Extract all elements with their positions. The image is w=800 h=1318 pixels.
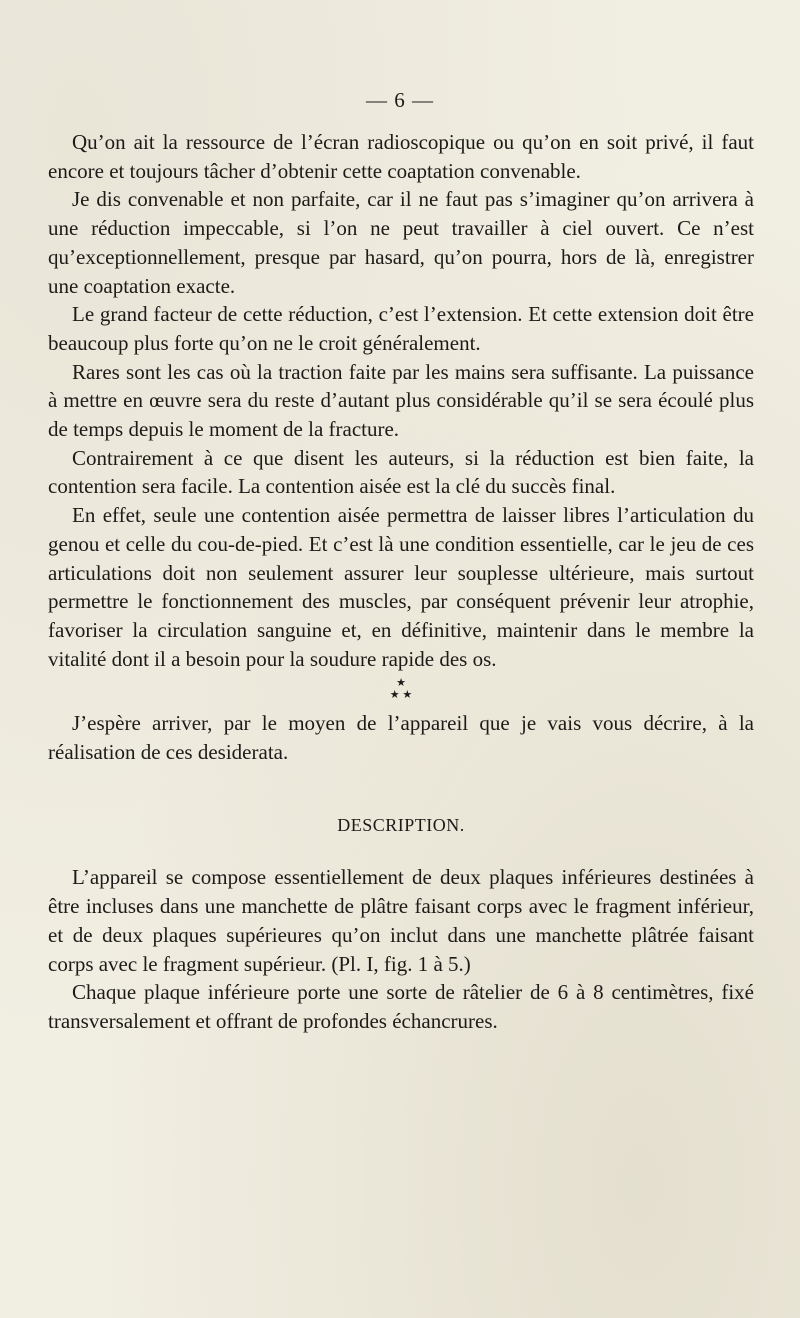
- paragraph-appareil: L’appareil se compose essentiellement de deux plaques inférieures destinées à être incluses dans une manchette de plâtre faisant corps avec le fragment inférieur, et de deux plaques supérieures qu’on inclut dans une manchette plâtrée faisant corps avec le fragment supérieur. (Pl. I, fig. 1 à 5.): [48, 865, 754, 976]
- paragraph-contention: Contrairement à ce que disent les auteurs, si la réduction est bien faite, la contention sera facile. La contention aisée est la clé du succès final.: [48, 445, 754, 499]
- paragraph-extension: Le grand facteur de cette réduction, c’est l’extension. Et cette extension doit être beaucoup plus forte qu’on ne le croit généralement.: [48, 302, 754, 355]
- paragraph-plaque: Chaque plaque inférieure porte une sorte de râtelier de 6 à 8 centimètres, fixé transversalement et offrant de profondes échancrures.: [48, 980, 754, 1033]
- paragraph-coaptation: Qu’on ait la ressource de l’écran radioscopique ou qu’on en soit privé, il faut encore et toujours tâcher d’obtenir cette coaptation convenable.: [48, 130, 754, 183]
- section-heading-description: DESCRIPTION.: [337, 814, 465, 835]
- paragraph-traction: Rares sont les cas où la traction faite par les mains sera suffisante. La puissance à mettre en œuvre sera du reste d’autant plus considérable qu’il se sera écoulé plus de temps depuis le moment de la fracture.: [48, 359, 754, 442]
- body-text: [48, 128, 754, 1036]
- star-icon-top: ★: [396, 677, 406, 690]
- page-number: — 6 —: [366, 88, 434, 112]
- star-icon-pair: ★ ★: [389, 689, 413, 702]
- section-separator-stars: [48, 677, 754, 701]
- paragraph-desiderata: J’espère arriver, par le moyen de l’appareil que je vais vous décrire, à la réalisation de ces desiderata.: [48, 711, 754, 765]
- paragraph-convenable: Je dis convenable et non parfaite, car il ne faut pas s’imaginer qu’on arrivera à une réduction impeccable, si l’on ne peut travailler à ciel ouvert. Ce n’est qu’exceptionnellement, presque par hasard, qu’on pourra, hors de là, enregistrer une coaptation exacte.: [48, 187, 754, 298]
- paragraph-articulation: En effet, seule une contention aisée permettra de laisser libres l’articulation du genou et celle du cou-de-pied. Et c’est là une condition essentielle, car le jeu de ces articulations doit non seulement assurer leur souplesse ultérieure, mais surtout permettre le fonctionnement des muscles, par conséquent prévenir leur atrophie, favoriser la circulation sanguine et, en définitive, maintenir dans le membre la vitalité dont il a besoin pour la soudure rapide des os.: [48, 503, 754, 671]
